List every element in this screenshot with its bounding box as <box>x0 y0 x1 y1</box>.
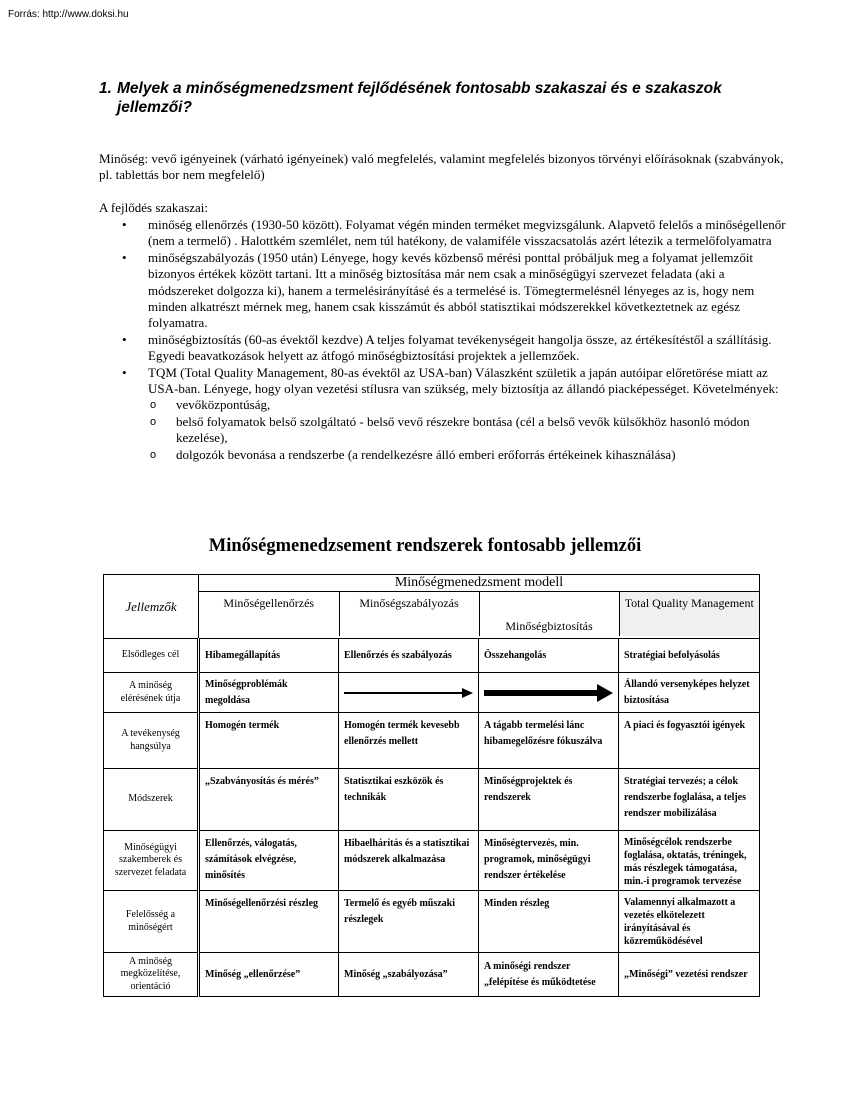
arrow-right-thin-icon <box>344 685 473 701</box>
table-row <box>104 769 760 831</box>
table-cell: Ellenőrzés, válogatás, számítások elvégzése, minősítés <box>199 831 339 891</box>
table-cell-arrow <box>479 673 619 713</box>
table-cell-arrow <box>339 673 479 713</box>
source-line: Forrás: http://www.doksi.hu <box>8 9 129 20</box>
row-label: Minőségügyi szakemberek és szervezet feladata <box>104 831 199 891</box>
model-columns <box>199 592 759 636</box>
table-cell: Minőség „szabályozása” <box>339 953 479 997</box>
table-cell: Statisztikai eszközök és technikák <box>339 769 479 831</box>
table-title: Minőségmenedzsement rendszerek fontosabb jellemzői <box>208 536 642 556</box>
heading-line-1: Melyek a minőségmenedzsment fejlődésének fontosabb szakaszai és e szakaszok <box>117 80 722 97</box>
table-cell: Minőségprojektek és rendszerek <box>479 769 619 831</box>
table-cell: A tágabb termelési lánc hibamegelőzésre fókuszálva <box>479 713 619 769</box>
requirement-item: o vevőközpontúság, <box>148 397 789 413</box>
stage-item-tqm <box>99 365 789 463</box>
tqm-requirements-list <box>148 397 789 463</box>
table-row <box>104 831 760 891</box>
table-cell: Homogén termék <box>199 713 339 769</box>
row-label: A tevékenység hangsúlya <box>104 713 199 769</box>
table-cell: A minőségi rendszer „felépítése és működtetése <box>479 953 619 997</box>
table-cell: „Szabványosítás és mérés” <box>199 769 339 831</box>
table-cell: Minőségproblémák megoldása <box>199 673 339 713</box>
corner-header: Jellemzők <box>104 575 199 639</box>
table-row <box>104 639 760 673</box>
table-cell: Hibaelhárítás és a statisztikai módszerek alkalmazása <box>339 831 479 891</box>
table-cell: Stratégiai befolyásolás <box>619 639 760 673</box>
requirement-item: o dolgozók bevonása a rendszerbe (a rendelkezésre álló emberi erőforrás értékeinek kihasználása) <box>148 447 789 463</box>
intro-paragraph: Minőség: vevő igényeinek (várható igényeinek) való megfelelés, valamint megfelelés bizonyos törvényi előírásoknak (szabványok, pl. tablettás bor nem megfelelő) <box>99 151 784 183</box>
column-header: Minőségszabályozás <box>339 592 479 636</box>
stages-list <box>99 217 789 463</box>
stage-item: • minőségszabályozás (1950 után) Lényege, hogy kevés közbenső mérési ponttal próbáljuk meg a folyamat jellemzőit bizonyos értékek között tartani. Itt a minőség biztosítása már nem csak a minőségügyi szervezet feladata (aki a módszereket dolgozza ki), hanem a termelésirányításé és a termelésé is. Tömegtermelésnél lényeges az is, hogy nem minden alkatrészt mérnek meg, hanem csak kisszámút és abból statisztikai módszerekkel következtetnek az egész folyamatra. <box>99 250 789 332</box>
table-row <box>104 953 760 997</box>
stage-item-tqm-text: TQM (Total Quality Management, 80-as évektől az USA-ban) Válaszként születik a japán autóipar előretörése miatt az USA-ban. Lényege, hogy olyan vezetési stílusra van szükség, mely biztosítja az állandó piacképességet. Követelmények: <box>148 364 779 397</box>
column-header: Total Quality Management <box>619 592 759 636</box>
table-cell: Stratégiai tervezés; a célok rendszerbe foglalása, a teljes rendszer mobilizálása <box>619 769 760 831</box>
row-label: Elsődleges cél <box>104 639 199 673</box>
table-cell: Minőségcélok rendszerbe foglalása, oktatás, tréningek, más részlegek támogatása, min.-i programok tervezése <box>619 831 760 891</box>
row-label: A minőség elérésének útja <box>104 673 199 713</box>
table-row <box>104 713 760 769</box>
table-cell: Homogén termék kevesebb ellenőrzés mellett <box>339 713 479 769</box>
stage-item: • minőségbiztosítás (60-as évektől kezdve) A teljes folyamat tevékenységeit hangolja össze, az értékesítéstől a szállításig. Egyedi beavatkozások helyett az átfogó minőségbiztosítási projektek a jellemzőek. <box>99 332 789 365</box>
heading-number: 1. <box>99 80 112 97</box>
table-cell: Termelő és egyéb műszaki részlegek <box>339 891 479 953</box>
table-cell: A piaci és fogyasztói igények <box>619 713 760 769</box>
table-cell: Hibamegállapítás <box>199 639 339 673</box>
table-header-row <box>104 575 760 639</box>
stage-item: • minőség ellenőrzés (1930-50 között). Folyamat végén minden terméket megvizsgálunk. Alapvető felelős a minőségellenőr (nem a termelő) . Halottkém szemlélet, nem túl hatékony, de valamiféle visszacsatolás azért létezik a termelőfolyamatra <box>99 217 789 250</box>
table-cell: Állandó versenyképes helyzet biztosítása <box>619 673 760 713</box>
column-header: Minőségellenőrzés <box>199 592 339 636</box>
quality-systems-table <box>103 574 760 997</box>
table-cell: Minőségtervezés, min. programok, minőségügyi rendszer értékelése <box>479 831 619 891</box>
arrow-right-thick-icon <box>484 685 613 701</box>
table-cell: Minőség „ellenőrzése” <box>199 953 339 997</box>
table-cell: Ellenőrzés és szabályozás <box>339 639 479 673</box>
question-heading <box>99 79 789 117</box>
table-cell: Összehangolás <box>479 639 619 673</box>
model-group-header: Minőségmenedzsment modell <box>199 575 759 592</box>
stages-title: A fejlődés szakaszai: <box>99 200 209 215</box>
row-label: Módszerek <box>104 769 199 831</box>
heading-line-2: jellemzői? <box>117 99 192 116</box>
table-cell: Valamennyi alkalmazott a vezetés elkötelezett irányításával és közreműködésével <box>619 891 760 953</box>
requirement-item: o belső folyamatok belső szolgáltató - belső vevő részekre bontása (cél a belső vevők külsőkhöz hasonló módon kezelése), <box>148 414 789 447</box>
table-row <box>104 891 760 953</box>
table-cell: „Minőségi” vezetési rendszer <box>619 953 760 997</box>
table-row <box>104 673 760 713</box>
row-label: A minőség megközelítése, orientáció <box>104 953 199 997</box>
table-cell: Minőségellenőrzési részleg <box>199 891 339 953</box>
column-header: Minőségbiztosítás <box>479 592 619 636</box>
row-label: Felelősség a minőségért <box>104 891 199 953</box>
table-cell: Minden részleg <box>479 891 619 953</box>
model-header <box>199 575 760 639</box>
